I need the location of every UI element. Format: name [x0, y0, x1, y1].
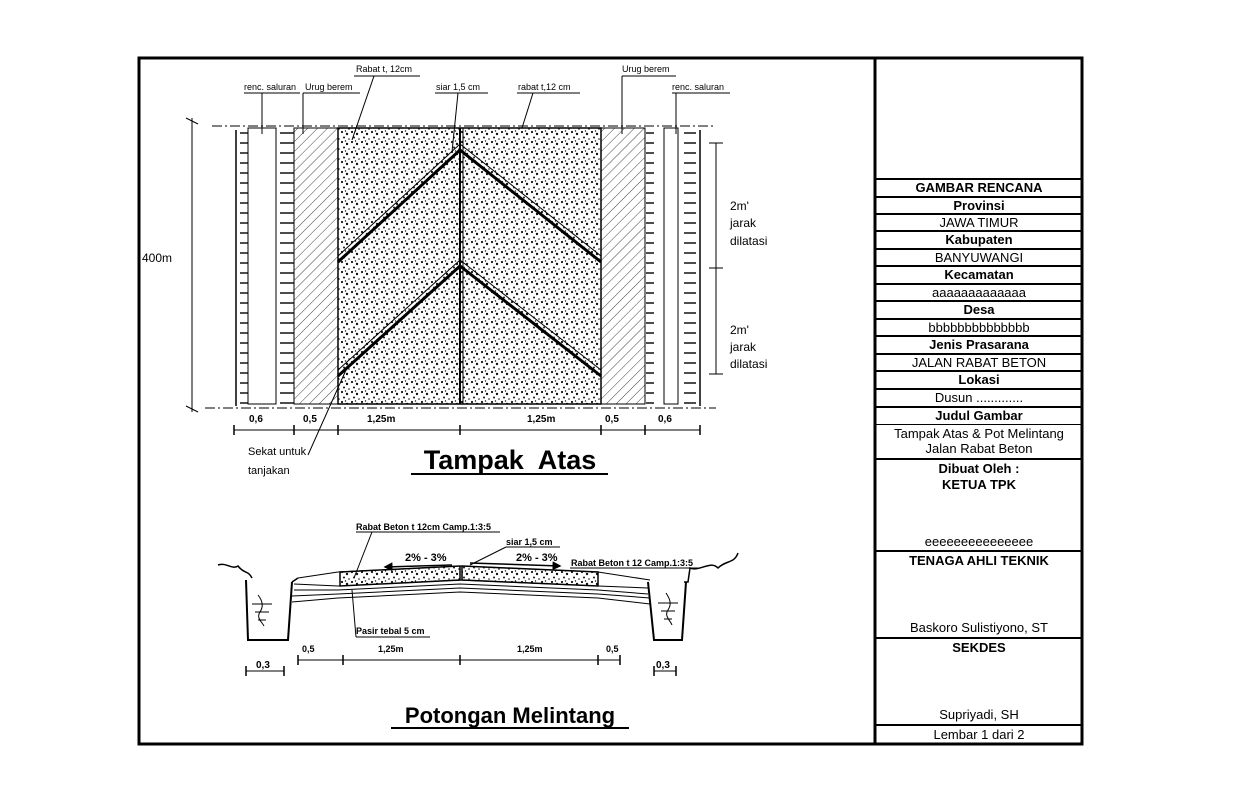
- tb-sekdes-label: SEKDES: [876, 637, 1082, 655]
- channel-right: [664, 128, 678, 404]
- label-siar: siar 1,5 cm: [436, 82, 481, 92]
- tb-judul-label: Judul Gambar: [876, 406, 1082, 424]
- tb-dibuat-role: KETUA TPK: [942, 477, 1016, 492]
- tb-lokasi-value: Dusun .............: [876, 388, 1082, 406]
- section-channel-left: 0,3: [256, 660, 270, 671]
- tb-tenaga-label: TENAGA AHLI TEKNIK: [876, 550, 1082, 568]
- section-slab-right: [462, 566, 598, 586]
- title-block: [876, 58, 1082, 744]
- section-dim-3: 0,5: [606, 644, 619, 654]
- cross-section-title: Potongan Melintang: [404, 703, 616, 728]
- tb-tenaga-name: Baskoro Sulistiyono, ST: [909, 620, 1048, 635]
- ground-right: [684, 130, 700, 406]
- section-label-rabat-right: Rabat Beton t 12 Camp.1:3:5: [571, 558, 694, 568]
- tb-kabupaten-label: Kabupaten: [876, 230, 1082, 248]
- section-dim-0: 0,5: [302, 644, 315, 654]
- dim-2: 1,25m: [367, 414, 396, 425]
- tb-provinsi-label: Provinsi: [876, 196, 1082, 213]
- dilatasi-1-dist: 2m': [730, 199, 749, 213]
- top-view-drawing: [142, 64, 767, 477]
- section-channel-right: 0,3: [656, 660, 670, 671]
- dilatasi-1-word2: dilatasi: [730, 234, 768, 248]
- tb-jenis-label: Jenis Prasarana: [876, 335, 1082, 353]
- section-slope-right: 2% - 3%: [516, 552, 558, 564]
- dilatasi-2-dist: 2m': [730, 323, 749, 337]
- cross-section-drawing: [218, 522, 738, 728]
- section-dim-1: 1,25m: [378, 644, 404, 654]
- label-urug-berem-left: Urug berem: [305, 82, 353, 92]
- top-length-label: 400m: [142, 251, 173, 265]
- dilatasi-2-word2: dilatasi: [730, 357, 768, 371]
- label-sekat-2: tanjakan: [248, 465, 290, 477]
- section-slope-left: 2% - 3%: [405, 552, 447, 564]
- tb-judul-line1: Tampak Atas & Pot Melintang: [876, 424, 1082, 441]
- label-rabat-left: Rabat t, 12cm: [356, 64, 413, 74]
- section-label-rabat-left: Rabat Beton t 12cm Camp.1:3:5: [356, 522, 492, 532]
- label-renc-saluran-right: renc. saluran: [672, 82, 725, 92]
- label-urug-berem-right: Urug berem: [622, 64, 670, 74]
- tb-desa-label: Desa: [876, 300, 1082, 318]
- dim-3: 1,25m: [527, 414, 556, 425]
- section-label-pasir: Pasir tebal 5 cm: [356, 626, 425, 636]
- channel-left: [248, 128, 276, 404]
- tb-kecamatan-label: Kecamatan: [876, 265, 1082, 283]
- concrete-slab: [338, 128, 601, 404]
- dilatasi-2-word1: jarak: [730, 340, 757, 354]
- tb-sheet-number: Lembar 1 dari 2: [876, 724, 1082, 744]
- section-label-siar: siar 1,5 cm: [506, 537, 553, 547]
- dim-1: 0,5: [303, 414, 317, 425]
- berm-right: [601, 128, 645, 404]
- tb-kabupaten-value: BANYUWANGI: [876, 248, 1082, 265]
- top-view-title: Tampak Atas: [423, 445, 597, 475]
- dim-4: 0,5: [605, 414, 619, 425]
- section-dim-2: 1,25m: [517, 644, 543, 654]
- dim-0: 0,6: [249, 414, 263, 425]
- dilatasi-1-word1: jarak: [730, 216, 757, 230]
- tb-judul-line2: Jalan Rabat Beton: [925, 441, 1033, 456]
- label-rabat-right: rabat t,12 cm: [518, 82, 571, 92]
- dim-5: 0,6: [658, 414, 672, 425]
- tb-dibuat-label: Dibuat Oleh :: [876, 458, 1082, 476]
- tb-gambar-rencana: GAMBAR RENCANA: [876, 178, 1082, 196]
- tb-desa-value: bbbbbbbbbbbbbb: [876, 318, 1082, 335]
- berm-left: [294, 128, 338, 404]
- label-sekat-1: Sekat untuk: [248, 446, 307, 458]
- tb-kecamatan-value: aaaaaaaaaaaaa: [876, 283, 1082, 300]
- tb-dibuat-name: eeeeeeeeeeeeeee: [924, 534, 1034, 549]
- tb-sekdes-name: Supriyadi, SH: [939, 707, 1019, 722]
- tb-provinsi-value: JAWA TIMUR: [876, 213, 1082, 230]
- tb-jenis-value: JALAN RABAT BETON: [876, 353, 1082, 370]
- tb-lokasi-label: Lokasi: [876, 370, 1082, 388]
- label-renc-saluran-left: renc. saluran: [244, 82, 297, 92]
